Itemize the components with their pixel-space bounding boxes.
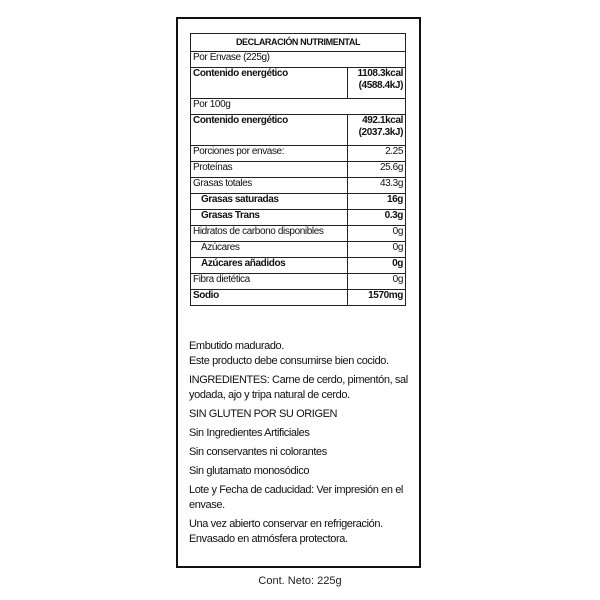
nutrition-table [190,33,406,306]
nutrient-label: Fibra dietética [191,273,348,289]
table-row [191,273,406,289]
energy-100g-kcal: 492.1kcal [362,114,403,126]
nutrient-label: Proteínas [191,161,348,177]
nutrient-value: 16g [347,193,405,209]
energy-package-value [347,67,405,98]
nutrient-label: Azúcares [191,241,348,257]
table-row [191,209,406,225]
nutrient-label: Azúcares añadidos [191,257,348,273]
energy-100g-kj: (2037.3kJ) [358,126,403,138]
note-type: Embutido madurado. [189,340,284,352]
note-storage: Una vez abierto conservar en refrigeración. [189,518,383,530]
energy-package-row [191,67,406,98]
nutrient-label: Sodio [191,289,348,305]
nutrient-label: Porciones por envase: [191,145,348,161]
table-row [191,145,406,161]
table-row [191,177,406,193]
note-ingredients: INGREDIENTES: Carne de cerdo, pimentón, sal yodada, ajo y tripa natural de cerdo. [189,374,408,401]
table-title: DECLARACIÓN NUTRIMENTAL [191,34,406,52]
table-row [191,257,406,273]
energy-package-label: Contenido energético [191,67,348,98]
energy-100g-row [191,114,406,145]
nutrient-value: 2.25 [347,145,405,161]
energy-100g-value [347,114,405,145]
table-row [191,193,406,209]
per-package-label: Por Envase (225g) [191,51,406,67]
nutrient-label: Hidratos de carbono disponibles [191,225,348,241]
nutrient-value: 1570mg [347,289,405,305]
note-no-msg: Sin glutamato monosódico [189,465,310,477]
energy-package-kj: (4588.4kJ) [358,79,403,91]
table-header-row [191,34,406,52]
net-content: Cont. Neto: 225g [258,575,342,587]
nutrient-label: Grasas totales [191,177,348,193]
per-100g-label: Por 100g [191,98,406,114]
nutrient-label: Grasas saturadas [191,193,348,209]
note-cooking: Este producto debe consumirse bien cocido. [189,355,389,367]
energy-package-kcal: 1108.3kcal [357,67,403,79]
nutrient-value: 0g [347,257,405,273]
nutrient-label: Grasas Trans [191,209,348,225]
note-no-artificial: Sin Ingredientes Artificiales [189,427,310,439]
note-no-preservatives: Sin conservantes ni colorantes [189,446,327,458]
energy-100g-label: Contenido energético [191,114,348,145]
table-row [191,241,406,257]
nutrient-value: 0g [347,225,405,241]
table-row [191,161,406,177]
product-notes [189,339,413,551]
note-packaging: Envasado en atmósfera protectora. [189,533,348,545]
table-row [191,225,406,241]
per-package-row [191,51,406,67]
per-100g-row [191,98,406,114]
nutrition-label [176,17,421,568]
nutrient-value: 0g [347,273,405,289]
table-row [191,289,406,305]
nutrient-value: 43.3g [347,177,405,193]
nutrient-value: 0.3g [347,209,405,225]
note-gluten-free: SIN GLUTEN POR SU ORIGEN [189,408,338,420]
nutrient-value: 0g [347,241,405,257]
note-lot-expiry: Lote y Fecha de caducidad: Ver impresión en el envase. [189,484,403,511]
nutrient-value: 25.6g [347,161,405,177]
